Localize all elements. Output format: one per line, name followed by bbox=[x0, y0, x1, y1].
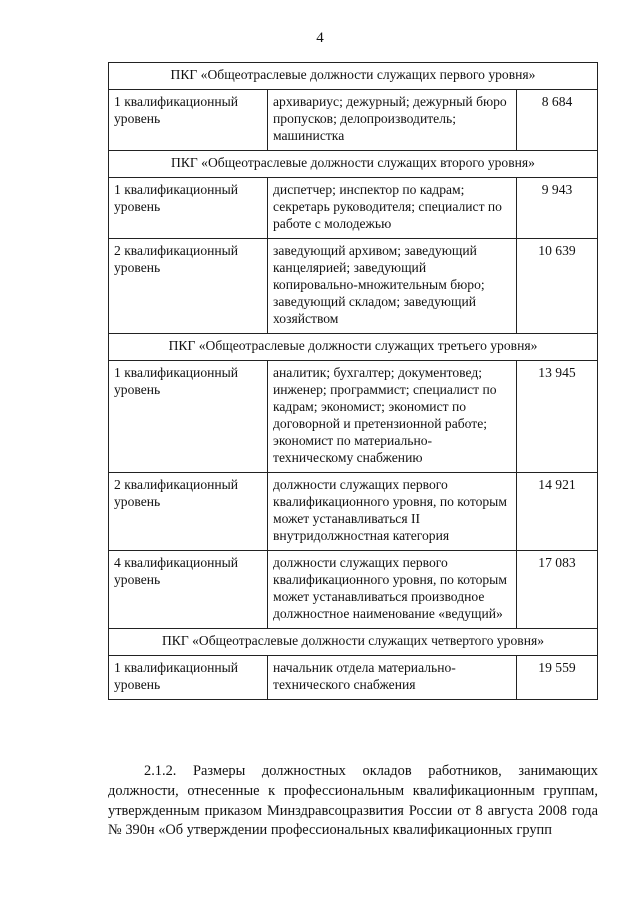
salary-value: 19 559 bbox=[517, 656, 598, 700]
group-header: ПКГ «Общеотраслевые должности служащих первого уровня» bbox=[109, 63, 598, 90]
table-row bbox=[109, 551, 598, 629]
group-header-row bbox=[109, 151, 598, 178]
qualification-level: 1 квалификационный уровень bbox=[109, 90, 268, 151]
table-row bbox=[109, 90, 598, 151]
qualification-level: 1 квалификационный уровень bbox=[109, 656, 268, 700]
salary-table bbox=[108, 62, 598, 700]
positions-list: архивариус; дежурный; дежурный бюро пропусков; делопроизводитель; машинистка bbox=[268, 90, 517, 151]
salary-value: 14 921 bbox=[517, 473, 598, 551]
salary-value: 17 083 bbox=[517, 551, 598, 629]
positions-list: диспетчер; инспектор по кадрам; секретарь руководителя; специалист по работе с молодежью bbox=[268, 178, 517, 239]
group-header: ПКГ «Общеотраслевые должности служащих третьего уровня» bbox=[109, 334, 598, 361]
body-paragraph bbox=[108, 762, 598, 841]
table-row bbox=[109, 239, 598, 334]
salary-value: 8 684 bbox=[517, 90, 598, 151]
table-row bbox=[109, 361, 598, 473]
group-header-row bbox=[109, 629, 598, 656]
positions-list: заведующий архивом; заведующий канцелярией; заведующий копировально-множительным бюро; заведующий складом; заведующий хозяйством bbox=[268, 239, 517, 334]
salary-value: 9 943 bbox=[517, 178, 598, 239]
page-number: 4 bbox=[316, 30, 324, 46]
group-header: ПКГ «Общеотраслевые должности служащих второго уровня» bbox=[109, 151, 598, 178]
table-row bbox=[109, 473, 598, 551]
qualification-level: 2 квалификационный уровень bbox=[109, 239, 268, 334]
qualification-level: 2 квалификационный уровень bbox=[109, 473, 268, 551]
qualification-level: 4 квалификационный уровень bbox=[109, 551, 268, 629]
salary-value: 10 639 bbox=[517, 239, 598, 334]
group-header: ПКГ «Общеотраслевые должности служащих четвертого уровня» bbox=[109, 629, 598, 656]
group-header-row bbox=[109, 63, 598, 90]
salary-value: 13 945 bbox=[517, 361, 598, 473]
group-header-row bbox=[109, 334, 598, 361]
table-row bbox=[109, 656, 598, 700]
body-paragraph-text: 2.1.2. Размеры должностных окладов работников, занимающих должности, отнесенные к профессиональным квалификационным группам, утвержденным приказом Минздравсоцразвития России от 8 августа 2008 года № 390н «Об утверждении профессиональных квалификационных групп bbox=[108, 763, 598, 839]
positions-list: должности служащих первого квалификационного уровня, по которым может устанавливаться II внутридолжностная категория bbox=[268, 473, 517, 551]
table-row bbox=[109, 178, 598, 239]
positions-list: аналитик; бухгалтер; документовед; инженер; программист; специалист по кадрам; экономист; экономист по договорной и претензионной работе; экономист по материально-техническому снабжению bbox=[268, 361, 517, 473]
positions-list: должности служащих первого квалификационного уровня, по которым может устанавливаться производное должностное наименование «ведущий» bbox=[268, 551, 517, 629]
qualification-level: 1 квалификационный уровень bbox=[109, 178, 268, 239]
qualification-level: 1 квалификационный уровень bbox=[109, 361, 268, 473]
positions-list: начальник отдела материально-технического снабжения bbox=[268, 656, 517, 700]
